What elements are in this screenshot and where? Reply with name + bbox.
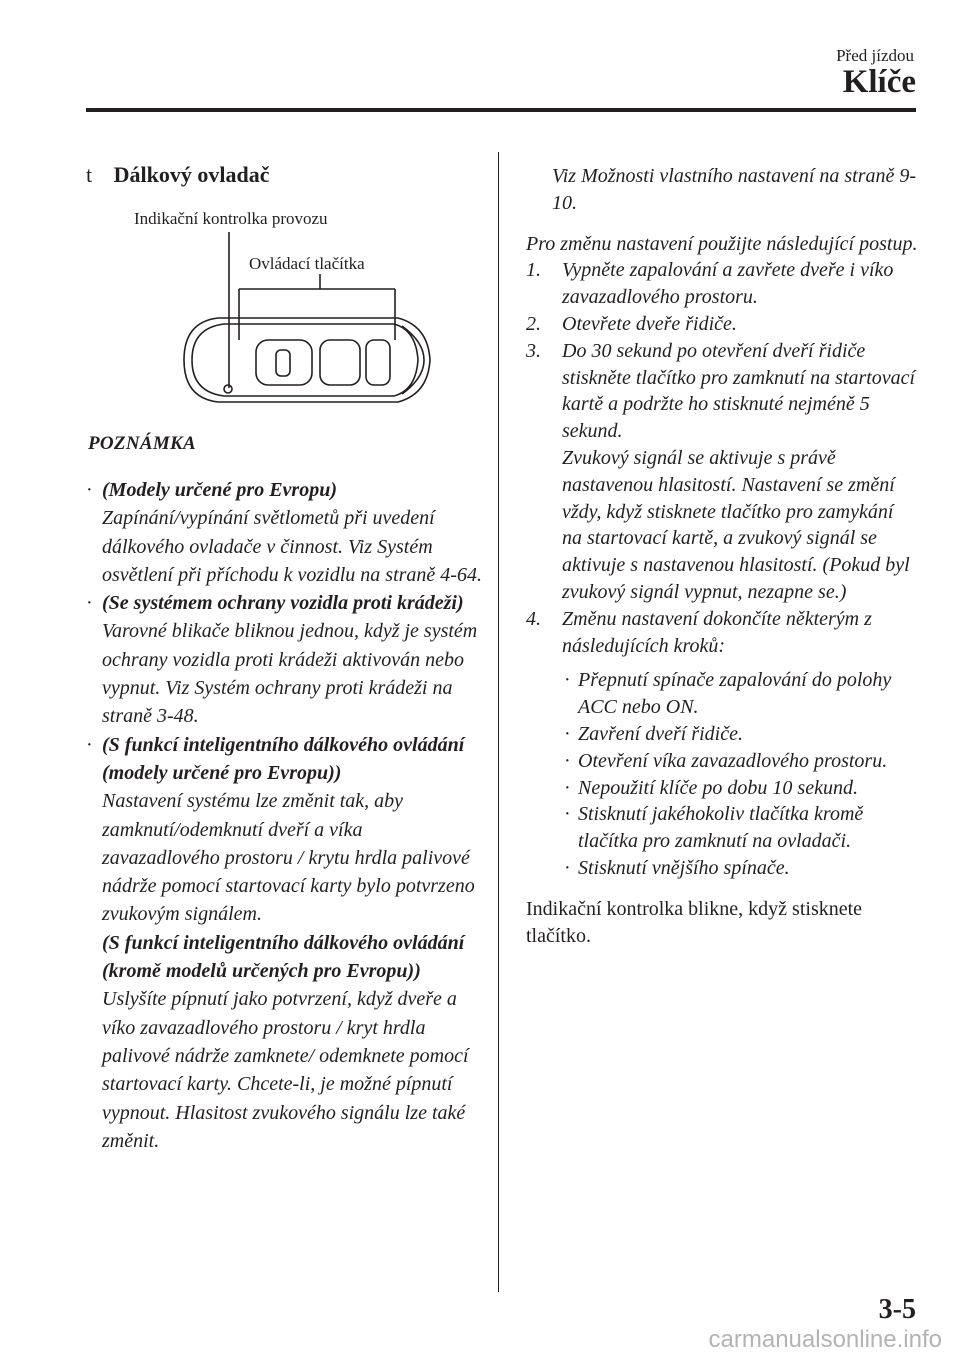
note-text-2: Uslyšíte pípnutí jako potvrzení, když dveře a víko zavazadlového prostoru / kryt hrdla palivové nádrže zamknete/ odemknete pomocí startovací karty. Chcete-li, je možné pípnutí vypnout. Hlasitost zvukového signálu lze také změnit.	[102, 988, 469, 1152]
note-text: Nastavení systému lze změnit tak, aby zamknutí/odemknutí dveří a víka zavazadlového prostoru / krytu hrdla palivové nádrže pomocí startovací karty bylo potvrzeno zvukovým signálem.	[102, 790, 475, 926]
figure-label-indicator: Indikační kontrolka provozu	[134, 209, 328, 228]
bullet-icon: ·	[564, 722, 571, 745]
step-text: Změnu nastavení dokončíte některým z následujících kroků:	[562, 607, 872, 657]
note-heading: POZNÁMKA	[88, 433, 196, 454]
after-text: Indikační kontrolka blikne, když stisknete tlačítko.	[526, 897, 863, 947]
bullet-icon: ·	[564, 749, 571, 772]
section-heading	[86, 162, 269, 188]
section-title: Dálkový ovladač	[113, 162, 270, 187]
page-number: 3-5	[878, 1294, 916, 1325]
note-item-europe	[82, 476, 482, 589]
substep-item	[526, 855, 918, 882]
continuation-text: Viz Možnosti vlastního nastavení na straně 9-10.	[552, 165, 917, 214]
column-divider	[498, 152, 499, 1292]
note-title: (Se systémem ochrany vozidla proti krádeži)	[102, 592, 464, 615]
substep-text: Stisknutí vnějšího spínače.	[578, 856, 790, 879]
substep-text: Zavření dveří řidiče.	[578, 722, 743, 745]
indicator-light-icon	[224, 385, 232, 393]
substep-item	[526, 667, 918, 721]
note-title-2: (S funkcí inteligentního dálkového ovládání (kromě modelů určených pro Evropu))	[102, 931, 465, 983]
lock-button-icon	[320, 340, 360, 385]
substep-item	[526, 721, 918, 748]
finish-substeps	[526, 667, 918, 881]
unlock-button-icon	[256, 340, 312, 385]
header-section: Před jízdou	[836, 46, 914, 65]
procedure-intro: Pro změnu nastavení použijte následující postup.	[526, 232, 918, 255]
substep-item	[526, 801, 918, 855]
step-number: 4.	[526, 607, 541, 630]
button-latch-icon	[276, 350, 290, 376]
bullet-icon: ·	[564, 776, 571, 799]
procedure-steps	[526, 257, 918, 659]
bullet-icon: ·	[86, 479, 93, 501]
section-marker-icon: t	[86, 162, 93, 187]
step-text: Do 30 sekund po otevření dveří řidiče stiskněte tlačítko pro zamknutí na startovací kartě a podržte ho stisknuté nejméně 5 sekund.	[562, 339, 916, 443]
note-item-smart-key	[82, 731, 482, 1155]
remote-key-illustration	[180, 232, 440, 412]
bullet-icon: ·	[564, 803, 571, 826]
note-text: Zapínání/vypínání světlometů při uvedení dálkového ovladače v činnost. Viz Systém osvětlení při příchodu k vozidlu na straně 4-64.	[102, 507, 482, 586]
substep-item	[526, 775, 918, 802]
substep-text: Nepoužití klíče po dobu 10 sekund.	[578, 776, 858, 799]
bullet-icon: ·	[564, 669, 571, 692]
bullet-icon: ·	[86, 733, 93, 756]
note-title: (Modely určené pro Evropu)	[102, 479, 337, 501]
substep-text: Přepnutí spínače zapalování do polohy ACC nebo ON.	[578, 669, 892, 719]
substep-text: Otevření víka zavazadlového prostoru.	[578, 749, 888, 772]
trunk-button-icon	[366, 340, 390, 385]
figure-label-buttons: Ovládací tlačítka	[249, 254, 365, 273]
notes-list	[82, 476, 482, 1155]
substep-item	[526, 748, 918, 775]
watermark: carmanualsonline.info	[708, 1326, 942, 1353]
step-text: Vypněte zapalování a zavřete dveře i víko zavazadlového prostoru.	[562, 259, 894, 309]
step-number: 2.	[526, 312, 541, 335]
note-title: (S funkcí inteligentního dálkového ovládání (modely určené pro Evropu))	[102, 733, 465, 784]
right-column	[526, 163, 918, 949]
step-item	[526, 257, 918, 311]
step-item	[526, 606, 918, 660]
header-rule	[86, 108, 916, 112]
bullet-icon: ·	[86, 592, 93, 615]
key-tip-icon	[402, 326, 424, 394]
header-title: Klíče	[842, 64, 916, 100]
note-text: Varovné blikače bliknou jednou, když je systém ochrany vozidla proti krádeži aktivován nebo vypnut. Viz Systém ochrany proti krádeži na straně 3-48.	[102, 620, 478, 728]
step-number: 1.	[526, 259, 541, 282]
step-item	[526, 311, 918, 338]
step-text-2: Zvukový signál se aktivuje s právě nastavenou hlasitostí. Nastavení se změní vždy, když stisknete tlačítko pro zamykání na startovací kartě, a zvukový signál se aktivuje s nastavenou hlasitostí. (Pokud byl zvukový signál vypnut, nezapne se.)	[562, 446, 910, 603]
key-fob-outer	[184, 318, 430, 402]
step-number: 3.	[526, 339, 541, 362]
step-text: Otevřete dveře řidiče.	[562, 312, 737, 335]
step-item	[526, 338, 918, 606]
note-item-anti-theft	[82, 589, 482, 730]
substep-text: Stisknutí jakéhokoliv tlačítka kromě tlačítka pro zamknutí na ovladači.	[578, 803, 864, 853]
bullet-icon: ·	[564, 856, 571, 879]
